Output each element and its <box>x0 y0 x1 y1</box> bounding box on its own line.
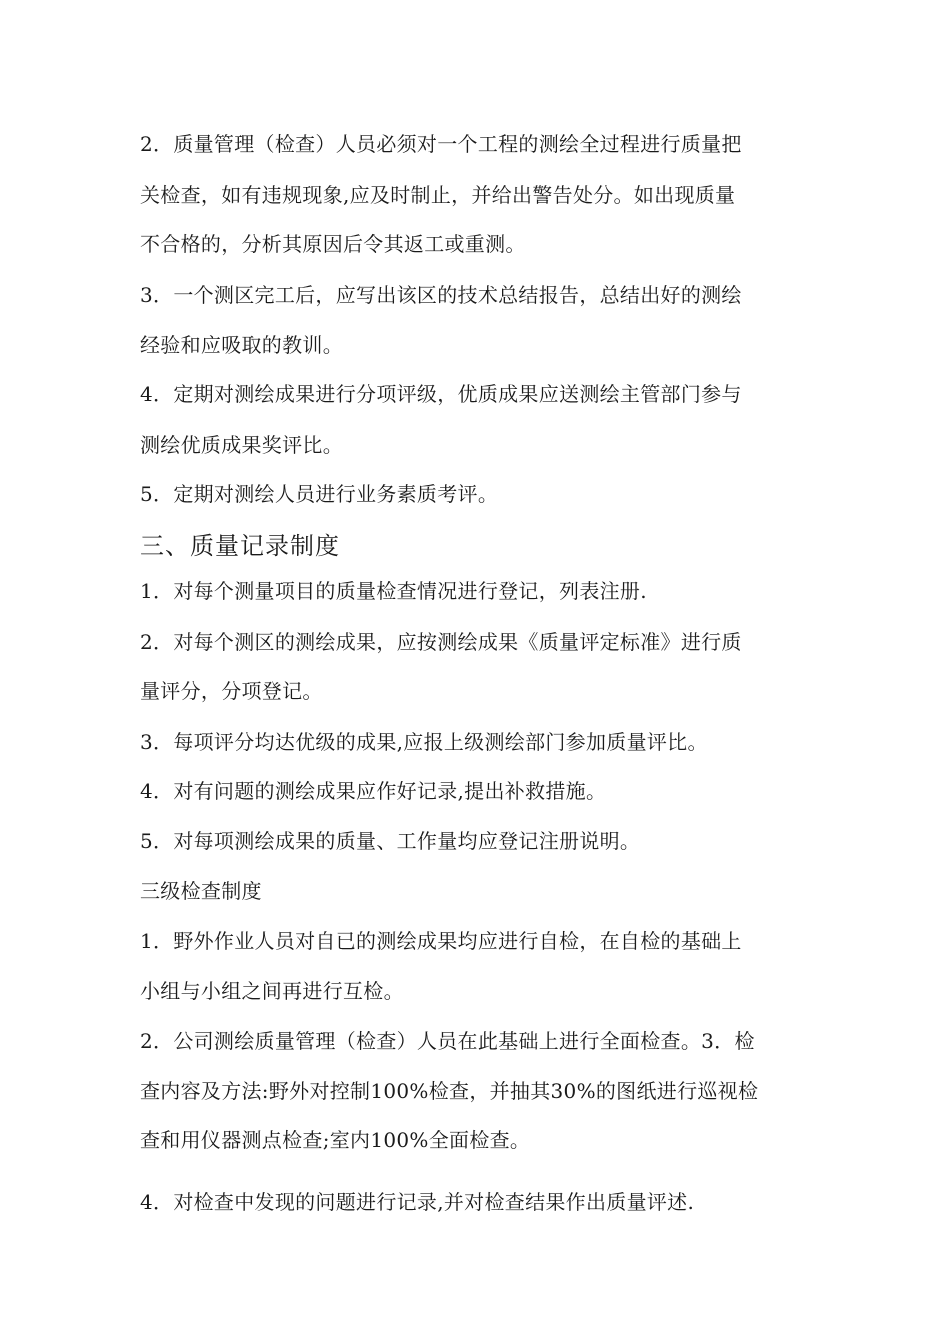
paragraph-line: 3．一个测区完工后，应写出该区的技术总结报告，总结出好的测绘 <box>140 283 742 307</box>
paragraph-line: 5．定期对测绘人员进行业务素质考评。 <box>140 482 499 506</box>
paragraph-line: 2．对每个测区的测绘成果，应按测绘成果《质量评定标准》进行质 <box>140 630 742 654</box>
section-heading: 三、质量记录制度 <box>140 532 340 560</box>
paragraph-line: 3．每项评分均达优级的成果,应报上级测绘部门参加质量评比。 <box>140 730 708 754</box>
paragraph-line: 2．公司测绘质量管理（检查）人员在此基础上进行全面检查。3．检 <box>140 1029 755 1053</box>
paragraph-line: 查和用仪器测点检查;室内100%全面检查。 <box>140 1128 531 1152</box>
paragraph-line: 4．对检查中发现的问题进行记录,并对检查结果作出质量评述. <box>140 1190 695 1214</box>
paragraph-line: 不合格的，分析其原因后令其返工或重测。 <box>140 232 526 256</box>
paragraph-line: 4．对有问题的测绘成果应作好记录,提出补救措施。 <box>140 779 607 803</box>
paragraph-line: 关检查，如有违规现象,应及时制止，并给出警告处分。如出现质量 <box>140 183 736 207</box>
paragraph-line: 1．野外作业人员对自已的测绘成果均应进行自检，在自检的基础上 <box>140 929 742 953</box>
paragraph-line: 小组与小组之间再进行互检。 <box>140 979 404 1003</box>
paragraph-line: 5．对每项测绘成果的质量、工作量均应登记注册说明。 <box>140 829 641 853</box>
paragraph-line: 4．定期对测绘成果进行分项评级，优质成果应送测绘主管部门参与 <box>140 382 742 406</box>
paragraph-line: 2．质量管理（检查）人员必须对一个工程的测绘全过程进行质量把 <box>140 132 742 156</box>
paragraph-line: 测绘优质成果奖评比。 <box>140 433 343 457</box>
paragraph-line: 经验和应吸取的教训。 <box>140 333 343 357</box>
paragraph-line: 查内容及方法:野外对控制100%检查，并抽其30%的图纸进行巡视检 <box>140 1079 759 1103</box>
paragraph-line: 量评分，分项登记。 <box>140 679 323 703</box>
subsection-heading: 三级检查制度 <box>140 879 262 903</box>
paragraph-line: 1．对每个测量项目的质量检查情况进行登记，列表注册. <box>140 579 647 603</box>
